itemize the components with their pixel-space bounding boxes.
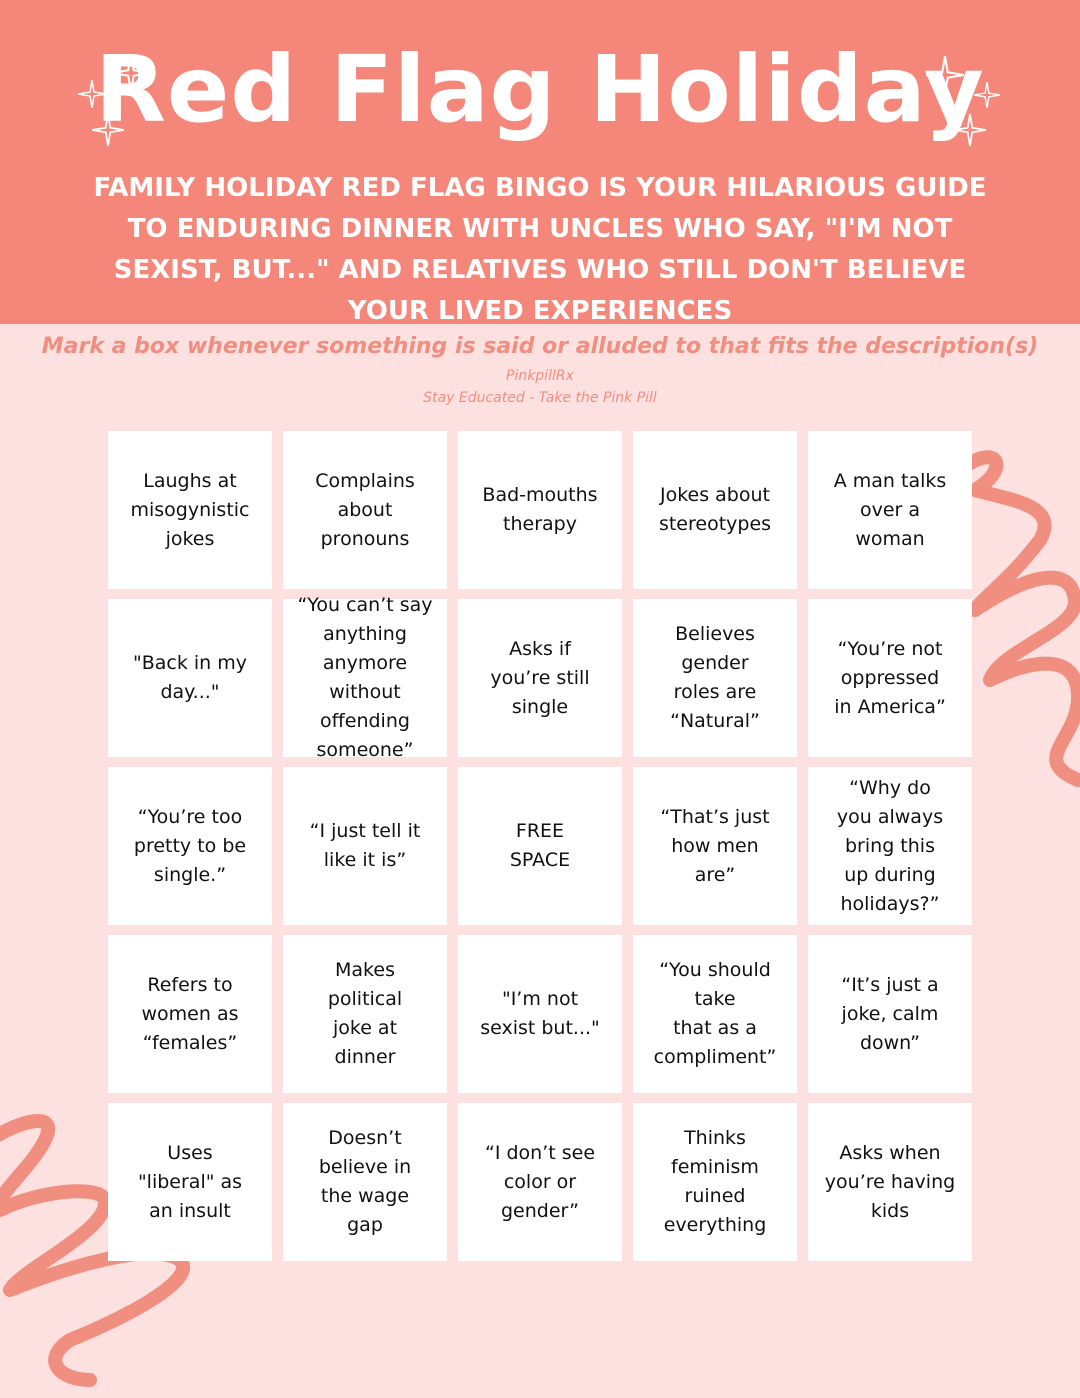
bingo-cell-label: Makes political joke at dinner [327, 959, 403, 1068]
bingo-cell[interactable] [458, 1103, 622, 1261]
instruction-text: Mark a box whenever something is said or alluded to that fits the description(s) [41, 334, 1039, 359]
bingo-cell[interactable] [458, 935, 622, 1093]
bingo-cell[interactable] [108, 431, 272, 589]
bingo-cell[interactable] [808, 1103, 972, 1261]
bingo-cell[interactable] [458, 599, 622, 757]
bingo-cell[interactable] [283, 1103, 447, 1261]
bingo-cell[interactable] [633, 599, 797, 757]
page-title: Red Flag Holiday [95, 36, 985, 143]
bingo-cell-label: “You should take that as a compliment” [653, 959, 777, 1068]
bingo-cell[interactable] [808, 431, 972, 589]
bingo-cell-label: Thinks feminism ruined everything [663, 1127, 767, 1236]
bingo-cell-label: “You’re too pretty to be single.” [133, 805, 247, 886]
bingo-cell-label: Bad-mouths therapy [482, 484, 598, 535]
bingo-cell-label: “You’re not oppressed in America” [834, 637, 946, 718]
bingo-cell[interactable] [283, 767, 447, 925]
bingo-cell-label: “You can’t say anything anymore without offending someone” [297, 594, 433, 761]
bingo-cell-label: A man talks over a woman [833, 469, 947, 550]
bingo-cell[interactable] [108, 935, 272, 1093]
bingo-cell[interactable] [283, 431, 447, 589]
bingo-cell-label: "Back in my day..." [132, 652, 248, 703]
bingo-cell[interactable] [283, 594, 447, 761]
bingo-cell[interactable] [283, 935, 447, 1093]
bingo-cell[interactable] [633, 767, 797, 925]
bingo-cell-label: “I just tell it like it is” [309, 820, 421, 871]
bingo-cell-label: “I don’t see color or gender” [484, 1141, 596, 1222]
bingo-cell[interactable] [458, 431, 622, 589]
bingo-cell[interactable] [458, 767, 622, 925]
bingo-cell-label: Laughs at misogynistic jokes [130, 469, 250, 550]
bingo-cell-label: Uses "liberal" as an insult [137, 1141, 243, 1222]
credit-author: PinkpillRx [506, 368, 574, 384]
bingo-cell-label: Complains about pronouns [315, 469, 415, 550]
bingo-cell-label: “That’s just how men are” [660, 805, 770, 886]
bingo-grid [108, 431, 972, 1261]
bingo-cell-label: Believes gender roles are “Natural” [670, 623, 760, 732]
bingo-cell[interactable] [808, 935, 972, 1093]
bingo-cell[interactable] [633, 1103, 797, 1261]
bingo-cell[interactable] [633, 935, 797, 1093]
bingo-cell-label: Asks if you’re still single [490, 637, 590, 718]
bingo-cell-label: FREE SPACE [509, 820, 571, 871]
bingo-cell-label: Doesn’t believe in the wage gap [318, 1127, 412, 1236]
bingo-cell-label: "I’m not sexist but..." [480, 988, 600, 1039]
credit-tagline: Stay Educated - Take the Pink Pill [423, 390, 657, 406]
bingo-cell-label: “Why do you always bring this up during holidays?” [836, 776, 944, 915]
bingo-cell[interactable] [108, 599, 272, 757]
bingo-cell[interactable] [108, 767, 272, 925]
bingo-cell[interactable] [633, 431, 797, 589]
bingo-cell-label: “It’s just a joke, calm down” [841, 973, 939, 1054]
page-subtitle: FAMILY HOLIDAY RED FLAG BINGO IS YOUR HILARIOUS GUIDE TO ENDURING DINNER WITH UNCLES WHO SAY, "I'M NOT SEXIST, BUT..." AND RELATIVES WHO STILL DON'T BELIEVE YOUR LIVED EXPERIENCES [93, 173, 987, 326]
bingo-cell-label: Refers to women as “females” [141, 973, 239, 1054]
bingo-cell[interactable] [808, 767, 972, 925]
bingo-cell[interactable] [808, 599, 972, 757]
bingo-cell-label: Asks when you’re having kids [824, 1141, 956, 1222]
bingo-cell-label: Jokes about stereotypes [658, 484, 772, 535]
bingo-cell[interactable] [108, 1103, 272, 1261]
